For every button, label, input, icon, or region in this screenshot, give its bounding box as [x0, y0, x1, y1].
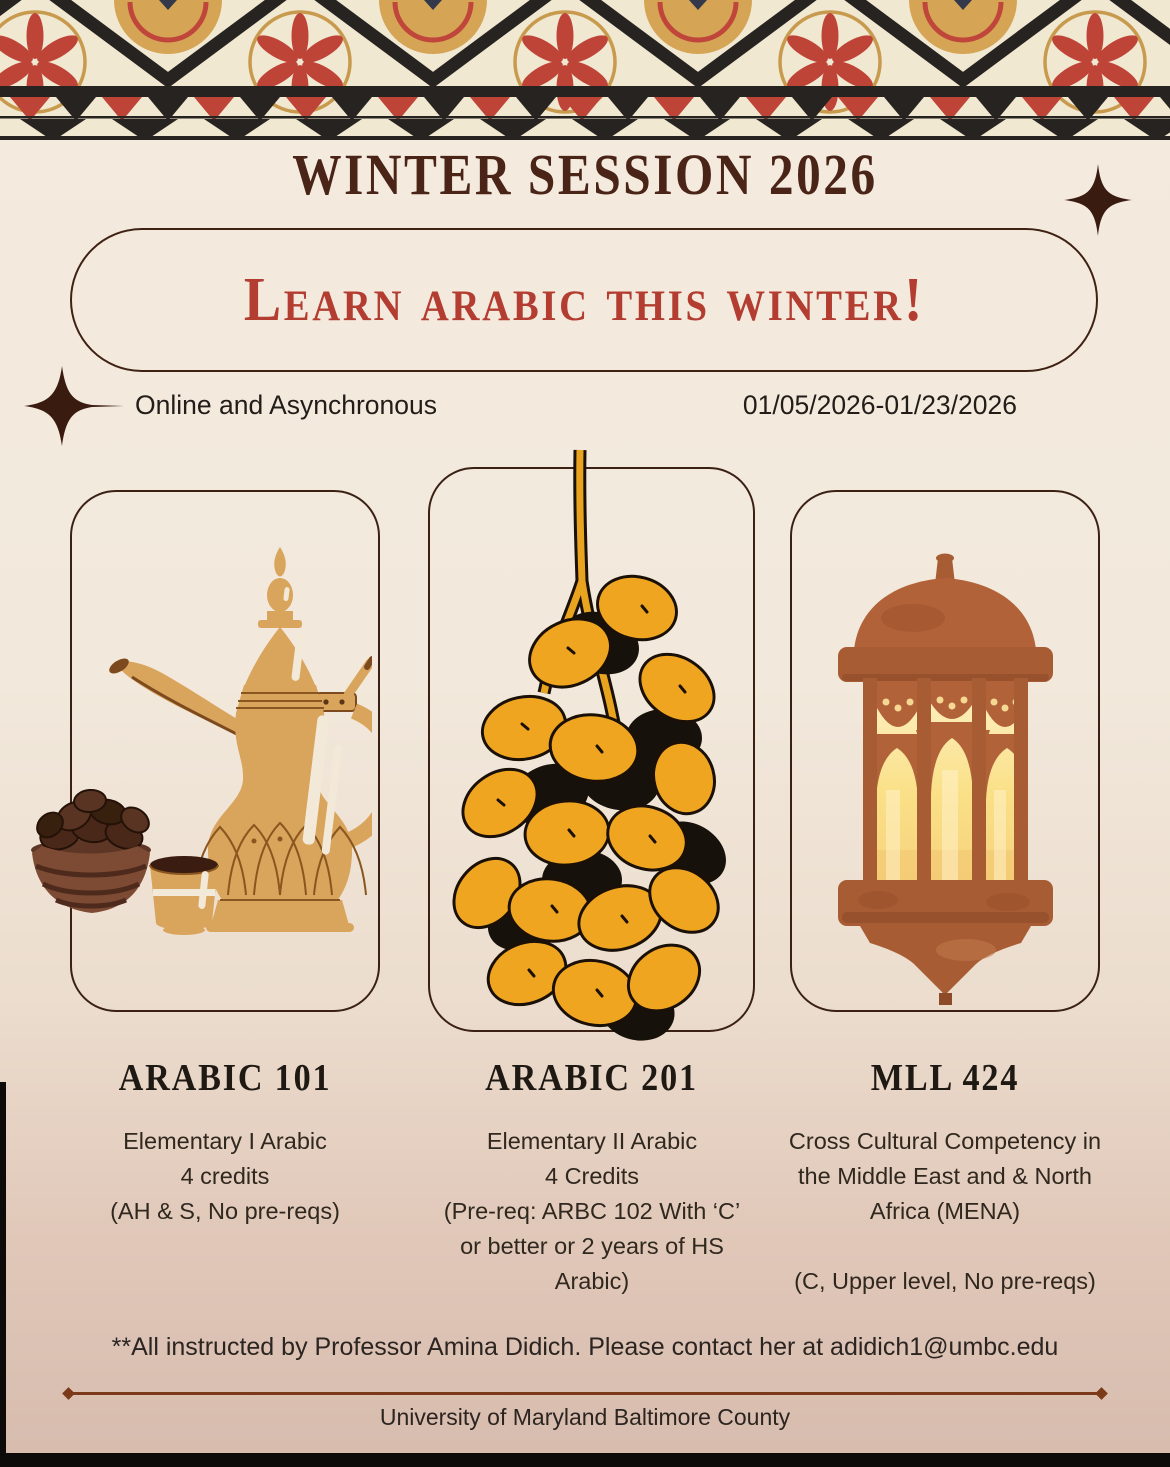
- course-code-arabic-201: ARABIC 201: [485, 1057, 698, 1099]
- course-card-arabic-101: [70, 490, 380, 1012]
- geometric-border-pattern: [0, 0, 1170, 140]
- description-line: 4 credits: [180, 1163, 270, 1189]
- instructor-contact-note: **All instructed by Professor Amina Didich. Please contact her at adidich1@umbc.edu: [111, 1333, 1059, 1361]
- course-description-arabic-201: [412, 1124, 772, 1299]
- description-line: or better or 2 years of HS: [460, 1233, 724, 1259]
- delivery-mode: Online and Asynchronous: [135, 390, 438, 420]
- session-dates: 01/05/2026-01/23/2026: [742, 390, 1017, 420]
- description-line: Elementary I Arabic: [123, 1128, 327, 1154]
- headline-banner: [70, 228, 1098, 372]
- course-card-mll-424: [790, 490, 1100, 1012]
- description-line: [770, 1229, 1120, 1264]
- headline-text: Learn arabic this winter!: [243, 265, 925, 334]
- scan-edge-strip: [0, 1082, 6, 1467]
- description-line: (C, Upper level, No pre-reqs): [794, 1268, 1096, 1294]
- course-description-arabic-101: [60, 1124, 390, 1229]
- description-line: Elementary II Arabic: [486, 1128, 698, 1154]
- course-description-mll-424: [770, 1124, 1120, 1299]
- course-code-arabic-101: ARABIC 101: [118, 1057, 332, 1099]
- session-title: WINTER SESSION 2026: [292, 142, 878, 207]
- footer-divider: [64, 1389, 1106, 1398]
- description-line: the Middle East and & North: [798, 1163, 1092, 1189]
- description-line: (AH & S, No pre-reqs): [110, 1198, 340, 1224]
- divider-diamond-icon: [1095, 1387, 1108, 1400]
- university-name: University of Maryland Baltimore County: [379, 1404, 791, 1430]
- description-line: Cross Cultural Competency in: [788, 1128, 1102, 1154]
- sparkle-icon: [20, 362, 152, 450]
- description-line: Arabic): [554, 1268, 630, 1294]
- description-line: Africa (MENA): [869, 1198, 1021, 1224]
- session-info-row: [135, 390, 1017, 421]
- course-card-arabic-201: [428, 467, 755, 1032]
- sparkle-icon: [1060, 162, 1136, 238]
- divider-line: [68, 1392, 1102, 1395]
- bottom-black-bar: [0, 1453, 1170, 1467]
- description-line: (Pre-req: ARBC 102 With ‘C’: [443, 1198, 741, 1224]
- course-code-mll-424: MLL 424: [870, 1057, 1020, 1099]
- description-line: 4 Credits: [544, 1163, 640, 1189]
